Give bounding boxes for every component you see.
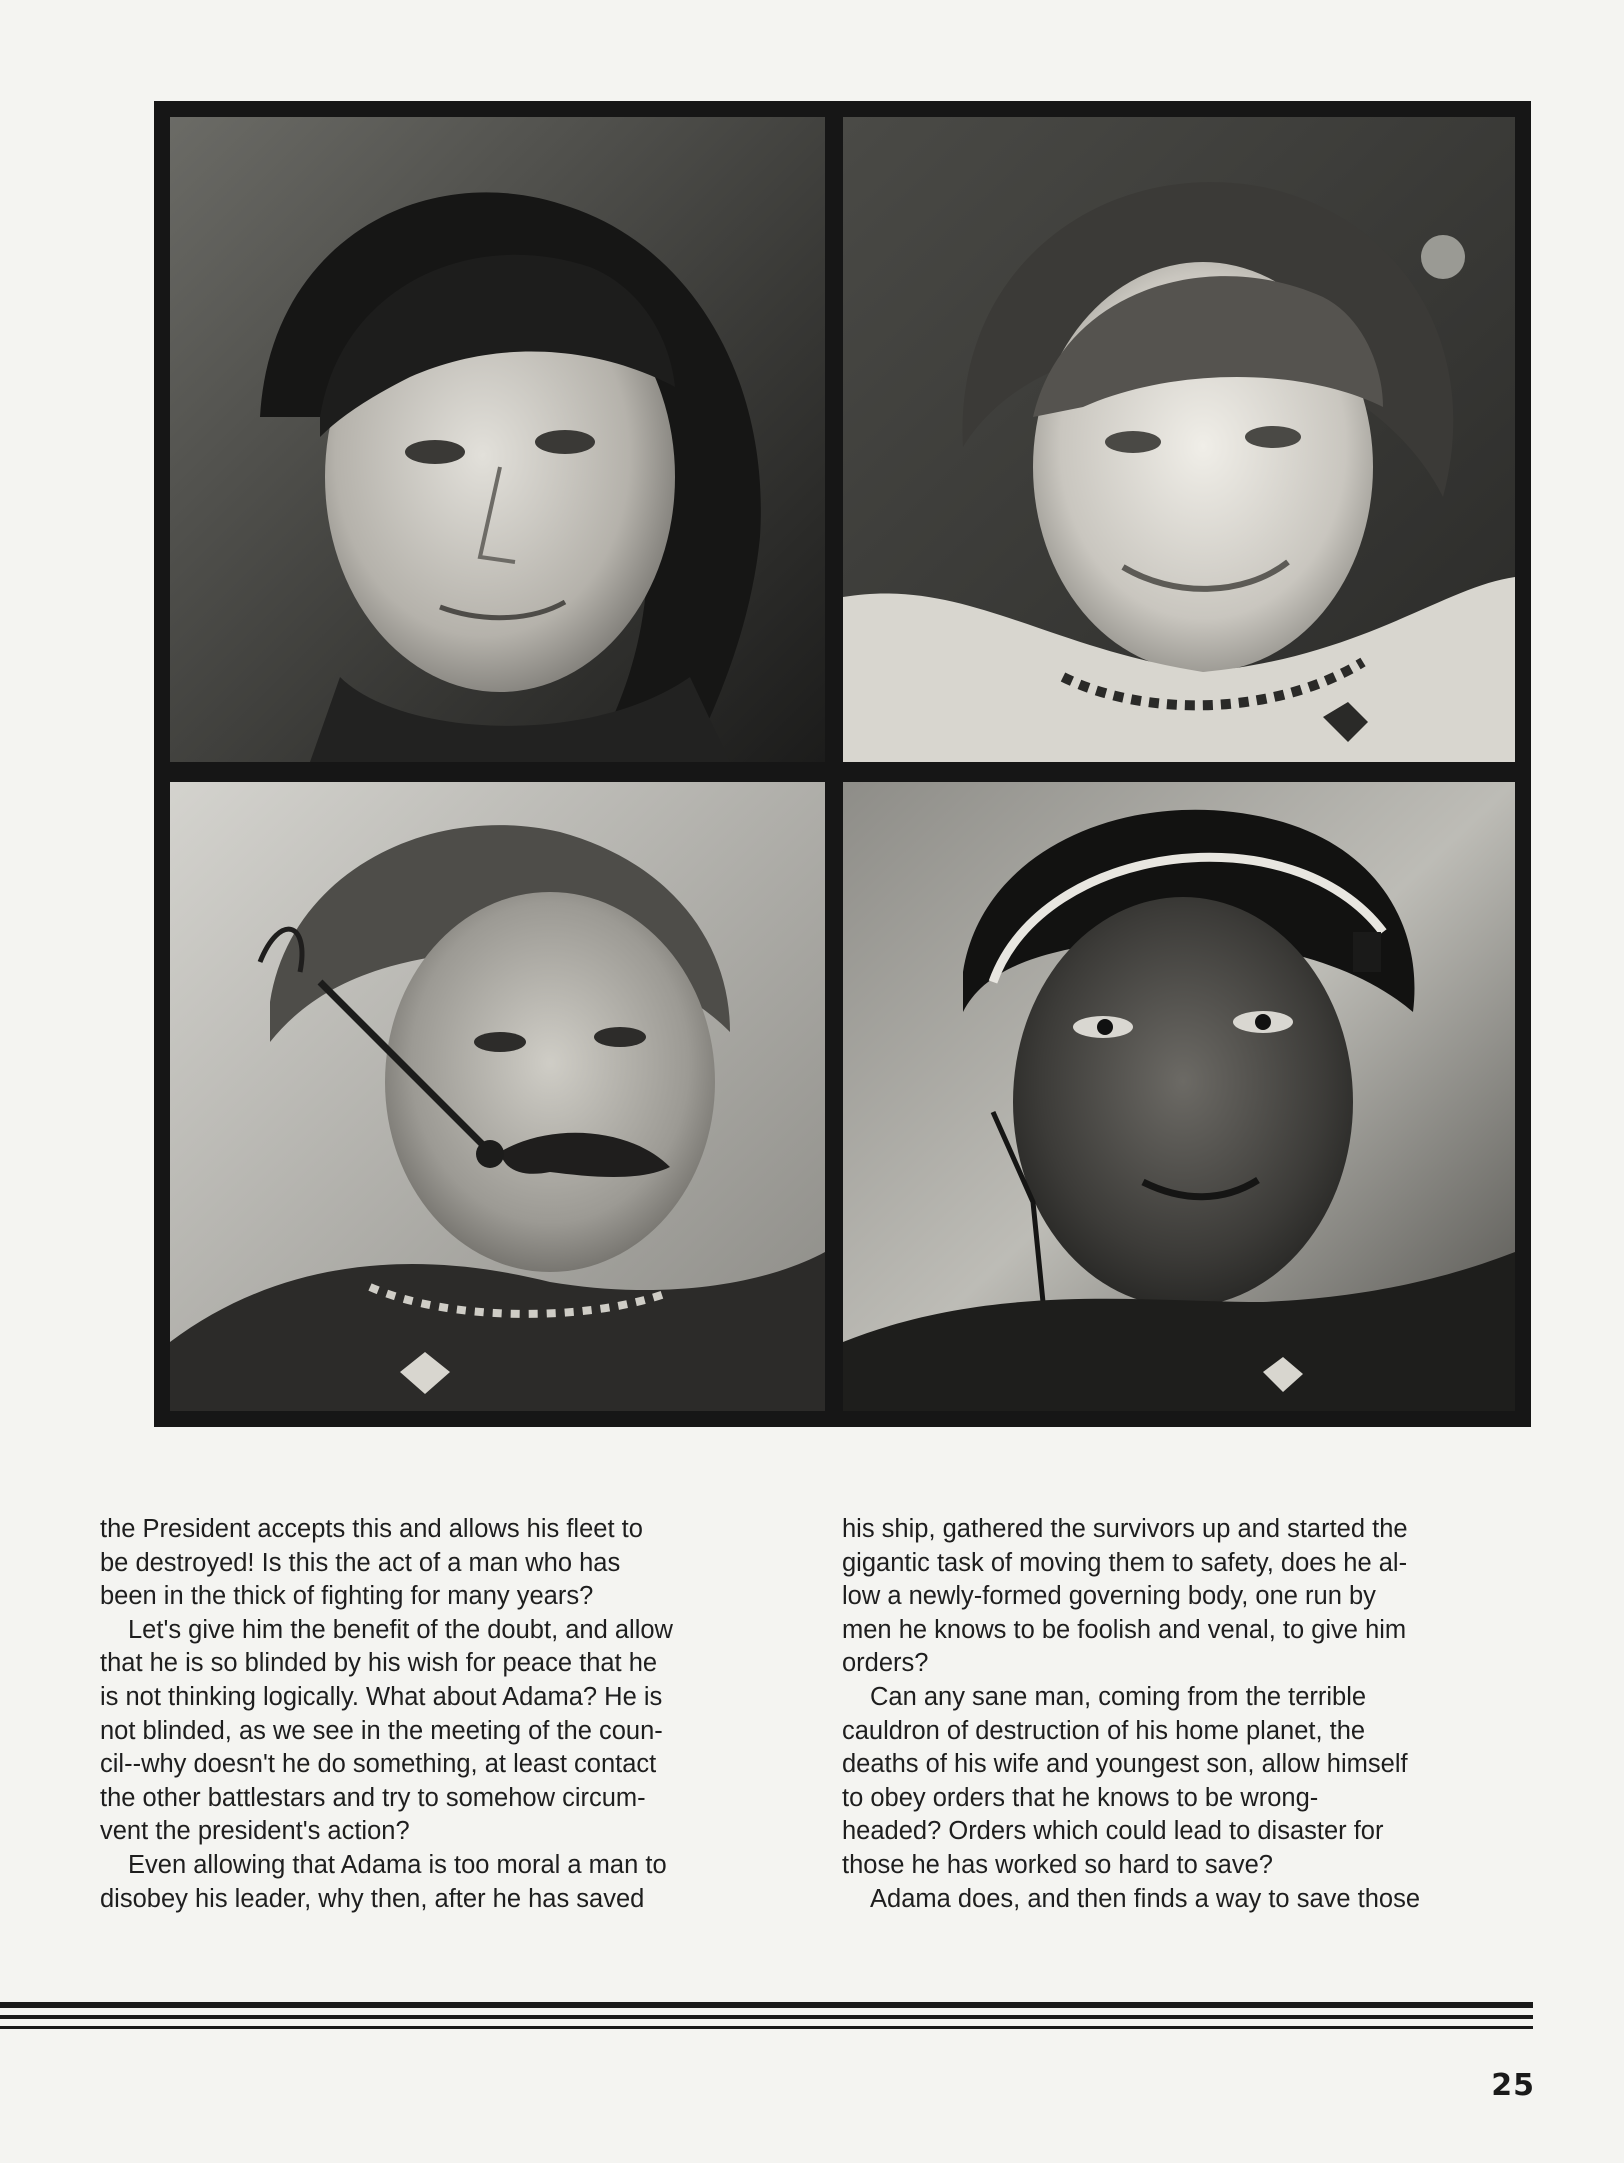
text-line: cil--why doesn't he do something, at least contact [100,1750,657,1779]
text-line: that he is so blinded by his wish for peace that he [100,1649,658,1678]
portrait-dark-hair-image [170,117,825,762]
portrait-mustached-headset-image [170,782,825,1411]
article-column-left [100,1513,800,1916]
text-line: deaths of his wife and youngest son, allow himself [842,1750,1408,1779]
text-line: Let's give him the benefit of the doubt, and allow [128,1615,673,1644]
footer-rule [0,2026,1533,2029]
photo-portrait-dark-hair [170,117,825,762]
portrait-smiling-image [843,117,1515,762]
text-line: been in the thick of fighting for many years? [100,1582,594,1611]
text-line: gigantic task of moving them to safety, does he al- [842,1548,1408,1577]
text-line: his ship, gathered the survivors up and started the [842,1515,1408,1543]
footer-rule [0,2015,1533,2019]
photo-grid [154,101,1531,1427]
footer-rule [0,2002,1533,2008]
text-line: low a newly-formed governing body, one run by [842,1582,1376,1611]
text-line: orders? [842,1649,929,1678]
text-line: cauldron of destruction of his home planet, the [842,1716,1366,1745]
text-line: the President accepts this and allows his fleet to [100,1515,643,1543]
text-line: is not thinking logically. What about Adama? He is [100,1682,663,1711]
text-line: be destroyed! Is this the act of a man who has [100,1548,621,1577]
photo-portrait-smiling [843,117,1515,762]
text-line: men he knows to be foolish and venal, to give him [842,1615,1407,1644]
text-line: disobey his leader, why then, after he has saved [100,1884,645,1913]
text-line: to obey orders that he knows to be wrong- [842,1783,1319,1812]
text-line: Adama does, and then finds a way to save those [870,1884,1421,1913]
text-line: Can any sane man, coming from the terrible [870,1682,1367,1711]
page-number: 25 [1491,2068,1535,2103]
text-line: headed? Orders which could lead to disaster for [842,1817,1384,1846]
photo-portrait-mustached-headset [170,782,825,1411]
text-line: those he has worked so hard to save? [842,1850,1273,1879]
text-line: the other battlestars and try to somehow circum- [100,1783,646,1812]
article-column-right [842,1513,1542,1916]
text-line: not blinded, as we see in the meeting of the coun- [100,1716,663,1745]
text-line: Even allowing that Adama is too moral a man to [128,1850,667,1879]
portrait-headset-image [843,782,1515,1411]
text-line: vent the president's action? [100,1817,410,1846]
photo-portrait-headset [843,782,1515,1411]
